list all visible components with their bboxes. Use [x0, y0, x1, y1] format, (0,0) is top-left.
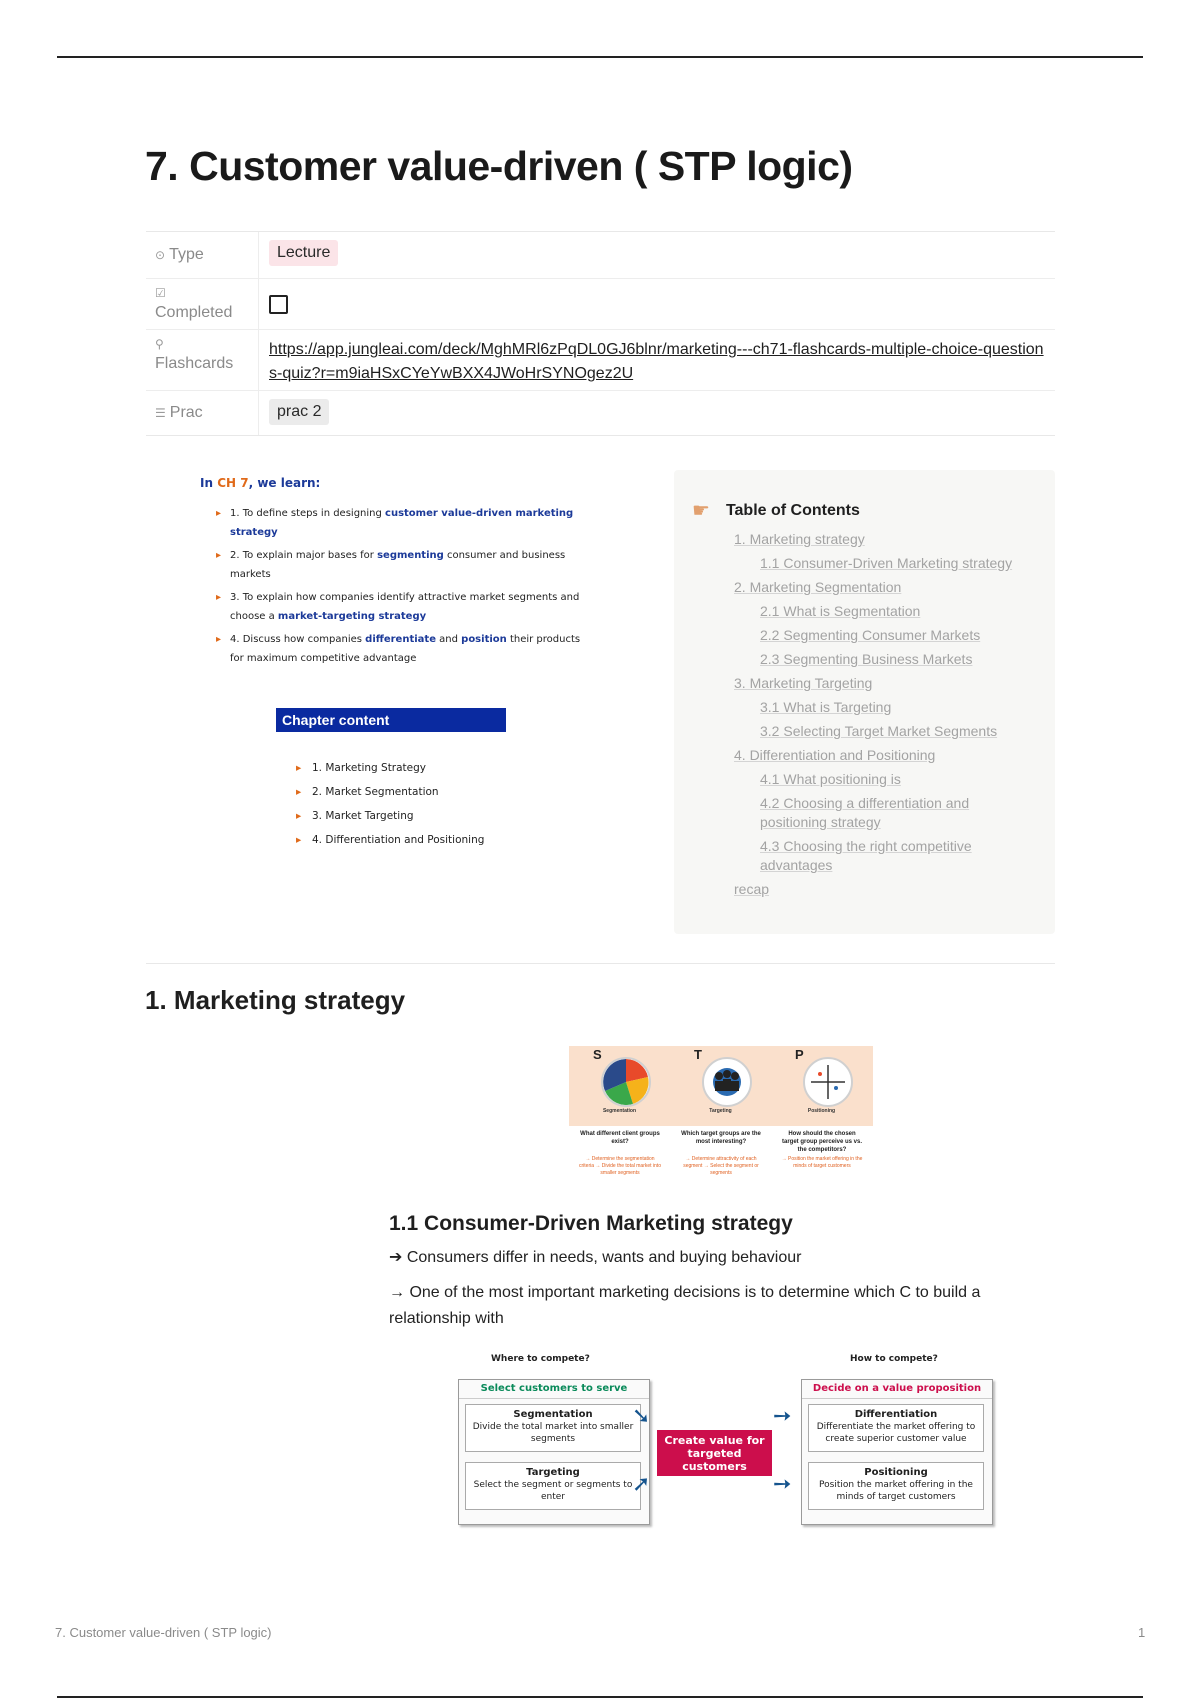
- stp-image: [569, 1046, 873, 1186]
- diagram-left-title: Select customers to serve: [459, 1380, 649, 1399]
- properties-table: [146, 231, 1055, 436]
- positioning-title: Positioning: [864, 1467, 928, 1478]
- property-label: Prac: [169, 404, 203, 421]
- flashcards-link[interactable]: https://app.jungleai.com/deck/MghMRl6zPqDL0GJ6blnr/marketing---ch71-flashcards-multiple-choice-questions-quiz?r=m9iaHSxCYeYwBXX4JWoHrSYNOgez2U: [269, 341, 1044, 382]
- chapter-content-list: [296, 756, 484, 852]
- objective-item: [216, 588, 590, 626]
- arrow-icon: ➘: [632, 1404, 651, 1429]
- stp-positioning: [771, 1046, 872, 1186]
- property-value-flashcards: [259, 330, 1055, 390]
- objective-item: [216, 630, 590, 668]
- stp-segmentation: [569, 1046, 670, 1186]
- property-key-prac[interactable]: [146, 391, 259, 435]
- stp-letter: T: [694, 1047, 702, 1062]
- create-value-box: Create value for targeted customers: [657, 1430, 772, 1476]
- bottom-rule: [57, 1696, 1143, 1698]
- toc-item[interactable]: 2.3 Segmenting Business Markets: [760, 651, 973, 667]
- top-rule: [57, 56, 1143, 58]
- toc-item[interactable]: 4.2 Choosing a differentiation and positioning strategy: [760, 795, 970, 830]
- toc-item[interactable]: 3.1 What is Targeting: [760, 699, 892, 715]
- property-value-completed: [259, 279, 1055, 329]
- segmentation-title: Segmentation: [513, 1409, 593, 1420]
- footer-title: 7. Customer value-driven ( STP logic): [55, 1625, 272, 1640]
- list-icon: ☰: [155, 406, 166, 420]
- objective-text: 4. Discuss how companies: [230, 634, 366, 645]
- segmentation-text: Divide the total market into smaller segments: [472, 1422, 634, 1444]
- toc-item[interactable]: 1.1 Consumer-Driven Marketing strategy: [760, 555, 1013, 571]
- chapter-item: ▸ 2. Market Segmentation: [296, 780, 484, 804]
- diagram-right-title: Decide on a value proposition: [802, 1380, 992, 1399]
- chapter-item: ▸ 1. Marketing Strategy: [296, 756, 484, 780]
- toc-item[interactable]: 4. Differentiation and Positioning: [734, 747, 936, 763]
- slide-heading: [200, 476, 610, 490]
- targeting-box: [465, 1462, 641, 1510]
- section-divider: [146, 963, 1055, 964]
- prac-tag[interactable]: prac 2: [269, 399, 329, 425]
- stp-answer: → Determine attractivity of each segment → Select the segment or segments: [683, 1156, 759, 1176]
- stp-caption: Segmentation: [602, 1108, 637, 1114]
- objective-text: 1. To define steps in designing: [230, 508, 386, 519]
- paragraph: → One of the most important marketing decisions is to determine which C to build a relationship with: [389, 1284, 981, 1327]
- property-label: Flashcards: [155, 355, 234, 372]
- toc-item[interactable]: 1. Marketing strategy: [734, 531, 865, 547]
- objective-text: 3. To explain how companies identify attractive market segments and choose a: [230, 592, 580, 622]
- stp-answer: → Position the market offering in the minds of target customers: [781, 1156, 863, 1169]
- toc-list: [734, 530, 1034, 904]
- toc-title: Table of Contents: [725, 501, 860, 519]
- diagram-left-question: Where to compete?: [491, 1354, 590, 1364]
- chapter-item: ▸ 3. Market Targeting: [296, 804, 484, 828]
- toc-item[interactable]: 2. Marketing Segmentation: [734, 579, 902, 595]
- toc-item[interactable]: 3. Marketing Targeting: [734, 675, 873, 691]
- stp-caption: Positioning: [807, 1108, 836, 1114]
- page-number: 1: [1138, 1625, 1146, 1640]
- subsection-heading-consumer-driven: 1.1 Consumer-Driven Marketing strategy: [389, 1212, 793, 1235]
- checkbox-property-icon: ☑: [155, 286, 166, 300]
- differentiation-text: Differentiate the market offering to create superior customer value: [816, 1422, 976, 1444]
- objective-text: 2. To explain major bases for: [230, 550, 378, 561]
- crosshair-icon: [803, 1057, 853, 1107]
- positioning-text: Position the market offering in the minds of target customers: [819, 1480, 973, 1502]
- objective-highlight: position: [461, 634, 507, 645]
- objective-highlight: market-targeting strategy: [277, 611, 427, 622]
- property-value-prac[interactable]: [259, 391, 1055, 435]
- pointing-hand-icon: ☛: [692, 500, 710, 522]
- link-icon: ⚲: [155, 337, 164, 351]
- property-key-type[interactable]: [146, 232, 259, 278]
- stp-question: What different client groups exist?: [580, 1131, 660, 1145]
- diagram-right-box: [801, 1379, 993, 1525]
- slide-heading-prefix: In: [200, 476, 218, 490]
- type-tag[interactable]: Lecture: [269, 240, 338, 266]
- positioning-box: [808, 1462, 984, 1510]
- property-value-type[interactable]: [259, 232, 1055, 278]
- objective-highlight: segmenting: [377, 550, 444, 561]
- property-row-completed: [146, 279, 1055, 330]
- diagram-right-question: How to compete?: [850, 1354, 938, 1364]
- stp-question: How should the chosen target group perceive us vs. the competitors?: [781, 1131, 863, 1153]
- toc-item[interactable]: 4.3 Choosing the right competitive advantages: [760, 838, 972, 873]
- property-key-completed[interactable]: [146, 279, 259, 329]
- chapter-content-bar: Chapter content: [276, 708, 506, 732]
- chapter-item: ▸ 4. Differentiation and Positioning: [296, 828, 484, 852]
- stp-process-diagram: [455, 1354, 990, 1524]
- toc-item[interactable]: 4.1 What positioning is: [760, 771, 901, 787]
- slide-heading-suffix: , we learn:: [248, 476, 321, 490]
- differentiation-box: [808, 1404, 984, 1452]
- toc-item[interactable]: recap: [734, 881, 770, 897]
- property-row-flashcards: [146, 330, 1055, 391]
- targeting-title: Targeting: [526, 1467, 580, 1478]
- arrow-icon: ➙: [773, 1404, 792, 1429]
- completed-checkbox[interactable]: [269, 295, 288, 314]
- objective-item: [216, 546, 590, 584]
- section-heading-marketing-strategy: 1. Marketing strategy: [145, 985, 406, 1015]
- property-row-type: [146, 232, 1055, 279]
- property-key-flashcards[interactable]: [146, 330, 259, 390]
- toc-header: [692, 498, 860, 523]
- paragraph: ➔ Consumers differ in needs, wants and buying behaviour: [389, 1249, 802, 1266]
- stp-answer: → Determine the segmentation criteria → Divide the total market into smaller segments: [579, 1156, 661, 1176]
- stp-question: Which target groups are the most interesting?: [681, 1131, 761, 1145]
- property-label: Type: [169, 246, 204, 263]
- arrow-icon: ➙: [773, 1472, 792, 1497]
- stp-caption: Targeting: [709, 1108, 732, 1114]
- stp-targeting: [670, 1046, 771, 1186]
- objectives-list: [190, 504, 610, 668]
- toc-item[interactable]: 2.2 Segmenting Consumer Markets: [760, 627, 981, 643]
- people-icon: [702, 1057, 752, 1107]
- targeting-text: Select the segment or segments to enter: [473, 1480, 633, 1502]
- arrow-icon: ➚: [632, 1472, 651, 1497]
- property-label: Completed: [155, 304, 233, 321]
- objective-text: and: [435, 634, 462, 645]
- table-of-contents-callout: [674, 470, 1055, 934]
- toc-item[interactable]: 2.1 What is Segmentation: [760, 603, 921, 619]
- toc-item[interactable]: 3.2 Selecting Target Market Segments: [760, 723, 998, 739]
- objective-text: their products for maximum competitive advantage: [230, 634, 581, 664]
- type-icon: ⊙: [155, 248, 166, 262]
- chapter-objectives-slide: [190, 470, 610, 870]
- stp-letter: S: [593, 1047, 602, 1062]
- objective-item: [216, 504, 590, 542]
- objective-highlight: customer value-driven marketing strategy: [230, 508, 574, 538]
- slide-heading-chapter: CH 7: [217, 476, 249, 490]
- stp-letter: P: [795, 1047, 804, 1062]
- differentiation-title: Differentiation: [854, 1409, 938, 1420]
- diagram-left-box: [458, 1379, 650, 1525]
- page-title: 7. Customer value-driven ( STP logic): [145, 143, 853, 189]
- pie-icon: [601, 1057, 651, 1107]
- objective-text: consumer and business markets: [230, 550, 566, 580]
- objective-highlight: differentiate: [365, 634, 436, 645]
- segmentation-box: [465, 1404, 641, 1452]
- property-row-prac: [146, 391, 1055, 435]
